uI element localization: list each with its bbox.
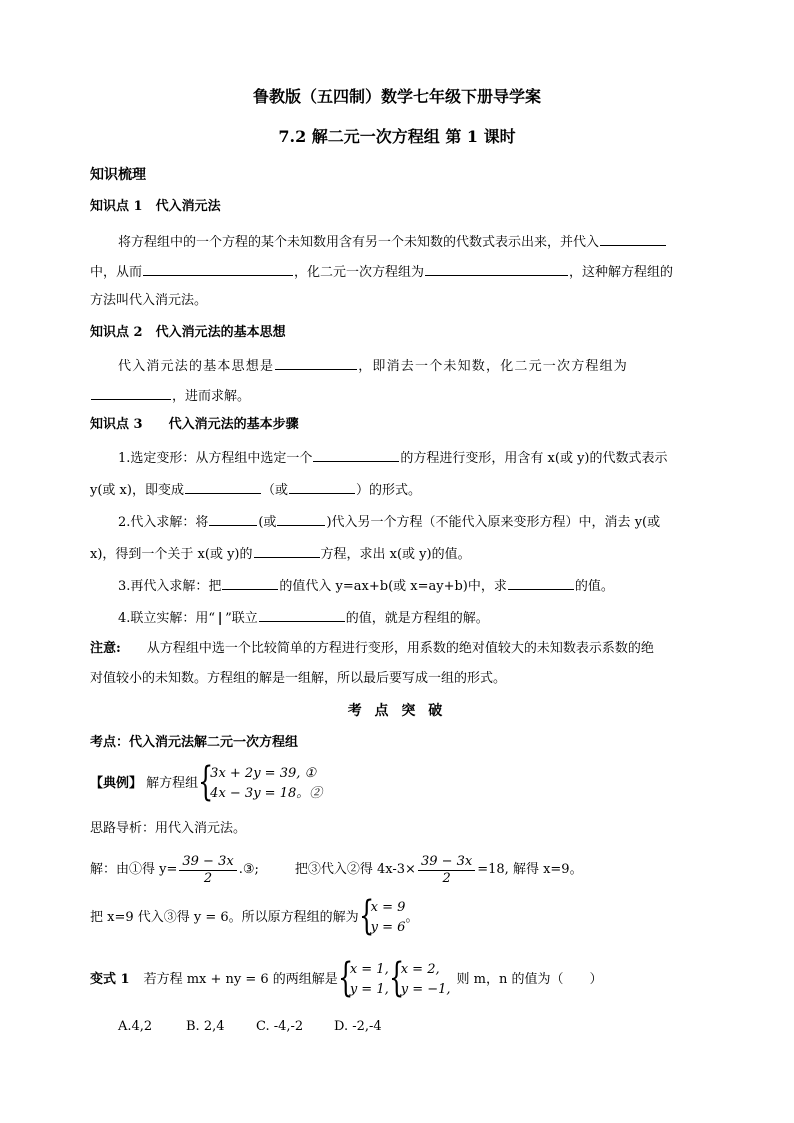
kp2-blank1[interactable] <box>275 356 357 370</box>
variant-solution-1 <box>337 955 389 1001</box>
kp3-step3 <box>118 576 614 596</box>
kp3-blank6[interactable] <box>254 544 320 558</box>
option-c[interactable]: C. -4,-2 <box>256 1019 304 1034</box>
kp2-line1 <box>118 356 628 376</box>
kp1-line2 <box>90 262 673 282</box>
kp3-step1-line1 <box>118 448 668 468</box>
kp3-blank4[interactable] <box>209 512 257 526</box>
variant-text-b: 则 m，n 的值为（ ） <box>456 972 603 987</box>
variant-sol1-y: y = 1, <box>349 982 389 997</box>
variant-sol2-y: y = −1, <box>400 982 451 997</box>
kp2-text1: 代入消元法的基本思想是 <box>118 359 275 374</box>
equation-2: 4x − 3y = 18。② <box>210 786 323 801</box>
solution-line2 <box>90 893 419 939</box>
example-text: 解方程组 <box>146 776 199 791</box>
fraction-1-denominator: 2 <box>203 870 213 886</box>
note-line2: 对值较小的未知数。方程组的解是一组解，所以最后要写成一组的形式。 <box>90 671 507 686</box>
kp3-s1a: 1.选定变形：从方程组中选定一个 <box>118 451 313 466</box>
option-d[interactable]: D. -2,-4 <box>334 1019 382 1034</box>
section-heading-knowledge: 知识梳理 <box>90 167 146 183</box>
kp3-blank1[interactable] <box>313 448 399 462</box>
kp3-step4 <box>118 608 489 628</box>
solution2-text-b: 。 <box>405 910 419 925</box>
solution-line1 <box>90 852 583 889</box>
kp3-s4b: ”联立 <box>225 611 258 626</box>
variant-solution-2 <box>388 955 451 1001</box>
variant-brace-2: { <box>388 955 404 1001</box>
solution2-text-a: 把 x=9 代入③得 y = 6。所以原方程组的解为 <box>90 910 359 925</box>
equation-1: 3x + 2y = 39, ① <box>210 766 317 781</box>
equation-system <box>198 759 323 805</box>
kp1-blank3[interactable] <box>425 262 568 276</box>
kp3-step2-line2 <box>90 544 471 564</box>
fraction-2 <box>418 854 475 887</box>
kp3-blank3[interactable] <box>289 480 355 494</box>
kp3-blank8[interactable] <box>508 576 574 590</box>
exam-point: 考点：代入消元法解二元一次方程组 <box>90 735 299 750</box>
kp3-s1b: 的方程进行变形，用含有 x(或 y)的代数式表示 <box>400 451 668 466</box>
fraction-1 <box>179 854 236 887</box>
hint-line: 思路导析：用代入消元法。 <box>90 821 247 836</box>
kp1-text3: ，化二元一次方程组为 <box>294 265 425 280</box>
kp1-blank1[interactable] <box>600 232 666 246</box>
solution-text-a: 解：由①得 y= <box>90 862 178 877</box>
kp3-blank5[interactable] <box>277 512 325 526</box>
kp3-s3a: 3.再代入求解：把 <box>118 579 222 594</box>
answer-y: y = 6 <box>370 920 406 935</box>
kp3-s3c: 的值。 <box>574 579 614 594</box>
kp1-line3: 方法叫代入消元法。 <box>90 293 208 308</box>
kp3-s2c: )代入另一个方程（不能代入原来变形方程）中，消去 y(或 <box>326 515 661 530</box>
kp1-blank2[interactable] <box>143 262 293 276</box>
doc-title: 鲁教版（五四制）数学七年级下册导学案 <box>252 87 541 106</box>
kp3-s1e: ）的形式。 <box>355 483 421 498</box>
kp3-step2-line1 <box>118 512 660 532</box>
kp3-s1d: （或 <box>261 483 288 498</box>
option-a[interactable]: A.4,2 <box>118 1019 153 1034</box>
kp2-text3: ，进而求解。 <box>172 389 251 404</box>
kp3-s2d: x)，得到一个关于 x(或 y)的 <box>90 547 253 562</box>
kp3-blank2[interactable] <box>185 480 261 494</box>
knowledge-point-3-label: 知识点 3 代入消元法的基本步骤 <box>90 417 299 432</box>
variant-label: 变式 1 <box>90 972 130 987</box>
fraction-1-numerator: 39 − 3x <box>179 854 236 871</box>
knowledge-point-1-label: 知识点 1 代入消元法 <box>90 199 221 214</box>
kp2-text2: ，即消去一个未知数，化二元一次方程组为 <box>358 359 629 374</box>
variant-text-a: 若方程 mx + ny = 6 的两组解是 <box>143 972 338 987</box>
system-brace: { <box>198 759 214 805</box>
section-heading-breakthrough: 考 点 突 破 <box>347 703 447 719</box>
solution-text-b: .③; <box>238 862 259 877</box>
kp3-s2e: 方程，求出 x(或 y)的值。 <box>320 547 471 562</box>
solution-text-d: =18, 解得 x=9。 <box>477 862 583 877</box>
answer-x: x = 9 <box>370 900 406 915</box>
options-line <box>118 1018 414 1036</box>
kp3-s3b: 的值代入 y=ax+b(或 x=ay+b)中，求 <box>279 579 507 594</box>
kp3-blank7[interactable] <box>222 576 278 590</box>
note-label: 注意: <box>90 641 121 656</box>
variant-sol2-x: x = 2, <box>400 962 440 977</box>
kp3-s4a: 4.联立实解：用“ <box>118 611 216 626</box>
kp3-step1-line2 <box>90 480 421 500</box>
kp1-text4: ，这种解方程组的 <box>569 265 674 280</box>
kp1-text1: 将方程组中的一个方程的某个未知数用含有另一个未知数的代数式表示出来，并代入 <box>118 235 600 250</box>
note-line1 <box>90 640 654 658</box>
answer-system <box>358 893 406 939</box>
kp3-s2b: (或 <box>258 515 277 530</box>
kp3-s4c: 的值，就是方程组的解。 <box>345 611 489 626</box>
variant-sol1-x: x = 1, <box>349 962 389 977</box>
fraction-2-denominator: 2 <box>442 870 451 886</box>
kp2-line2 <box>90 386 250 406</box>
answer-brace: { <box>358 893 374 939</box>
kp3-s1c: y(或 x)，即变成 <box>90 483 184 498</box>
fraction-2-numerator: 39 − 3x <box>418 854 475 871</box>
left-brace-symbol: | <box>217 611 223 626</box>
variant-line <box>90 955 603 1001</box>
lesson-title: 7.2 解二元一次方程组 第 1 课时 <box>278 127 516 146</box>
solution-text-c: 把③代入②得 4x-3× <box>294 862 416 877</box>
kp1-line1 <box>118 232 667 252</box>
example-label: 【典例】 <box>90 776 143 791</box>
example-line <box>90 759 323 805</box>
kp3-blank9[interactable] <box>259 608 345 622</box>
option-b[interactable]: B. 2,4 <box>186 1019 225 1034</box>
kp3-s2a: 2.代入求解：将 <box>118 515 209 530</box>
knowledge-point-2-label: 知识点 2 代入消元法的基本思想 <box>90 325 286 340</box>
kp2-blank2[interactable] <box>91 386 171 400</box>
note-text1: 从方程组中选一个比较简单的方程进行变形，用系数的绝对值较大的未知数表示系数的绝 <box>146 641 654 656</box>
kp1-text2: 中，从而 <box>90 265 143 280</box>
variant-brace-1: { <box>337 955 354 1001</box>
